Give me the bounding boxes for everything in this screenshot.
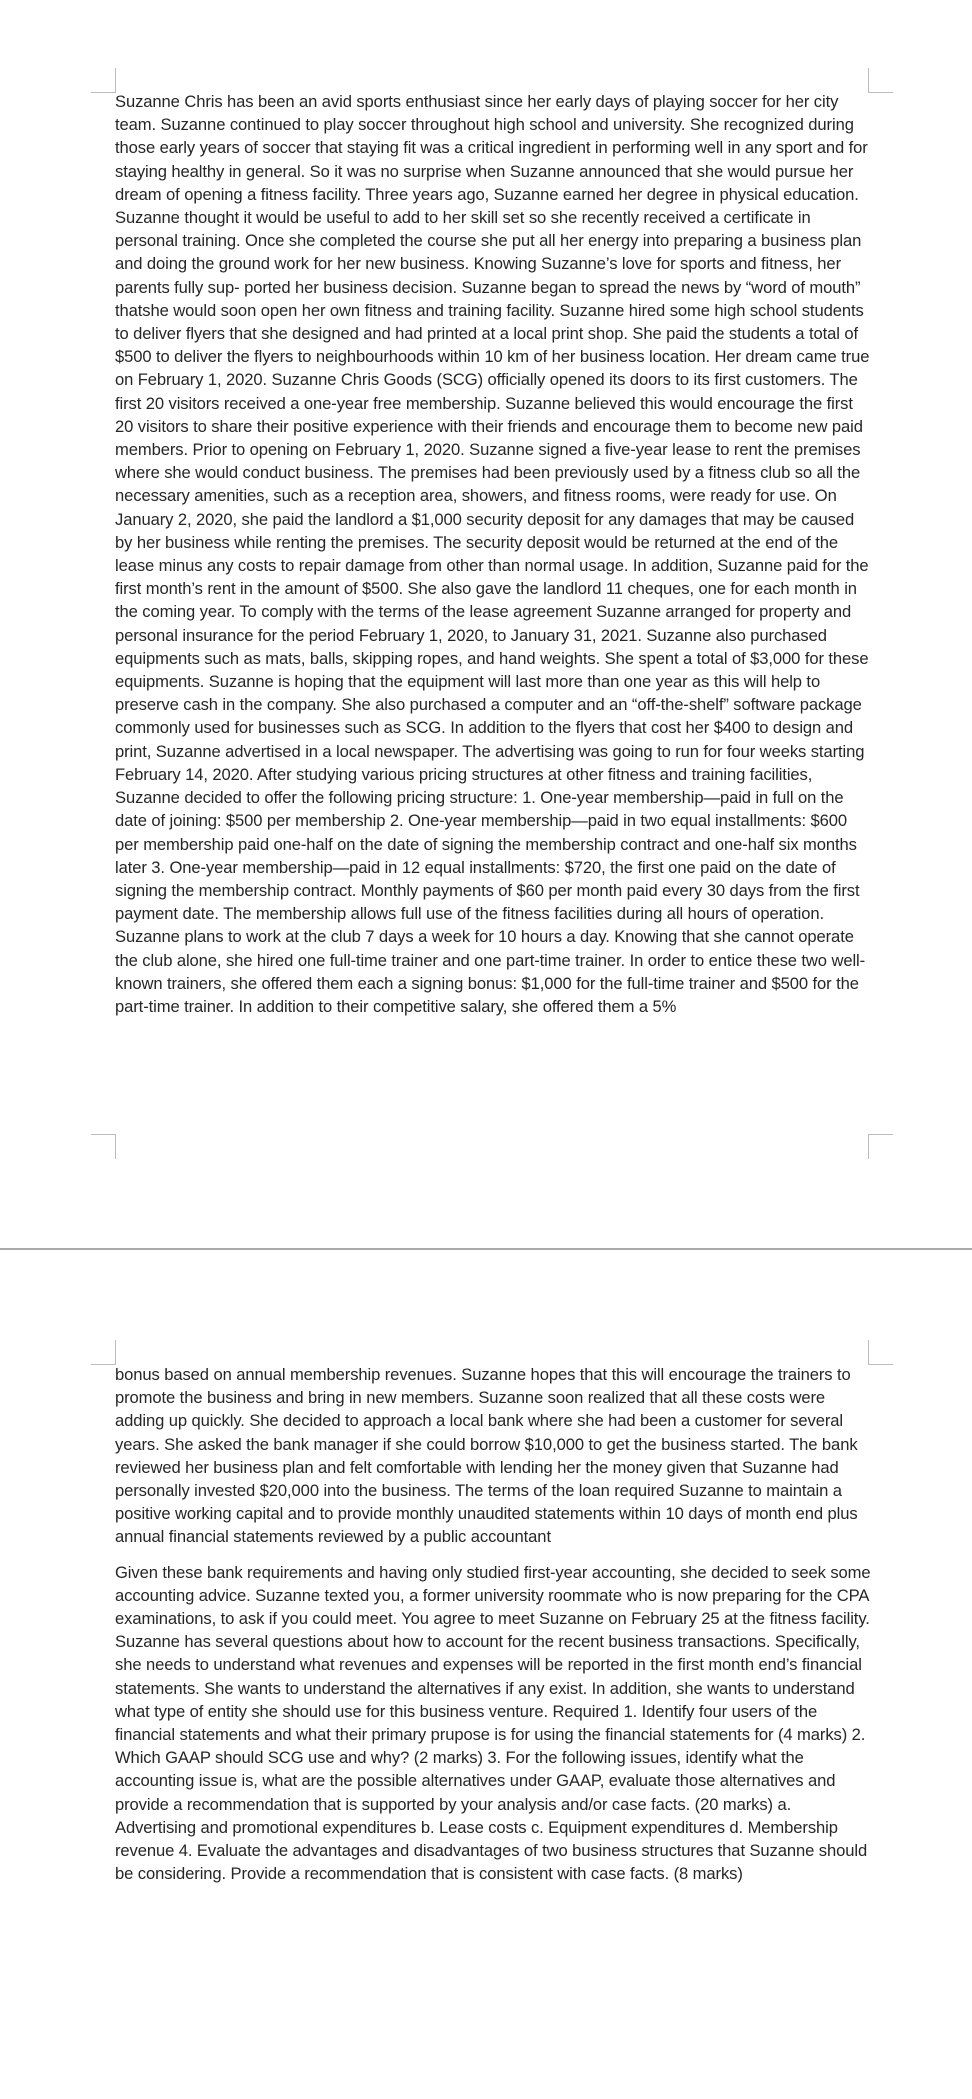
page-2-paragraph-1: bonus based on annual membership revenues. Suzanne hopes that this will encourage the trainers to promote the business and bring in new members. Suzanne soon realized that all these costs were adding up quickly. She decided to approach a local bank where she had been a customer for several years. She asked the bank manager if she could borrow $10,000 to get the business started. The bank reviewed her business plan and felt comfortable with lending her the money given that Suzanne had personally invested $20,000 into the business. The terms of the loan required Suzanne to maintain a positive working capital and to provide monthly unaudited statements within 10 days of month end plus annual financial statements reviewed by a public accountant bbox=[115, 1365, 858, 1547]
page-1-body-text bbox=[115, 90, 875, 1018]
crop-mark-top-right bbox=[868, 1340, 893, 1365]
page-1-paragraph-1: Suzanne Chris has been an avid sports enthusiast since her early days of playing soccer for her city team. Suzanne continued to play soccer throughout high school and university. She recognized during those early years of soccer that staying fit was a critical ingredient in performing well in any sport and for staying healthy in general. So it was no surprise when Suzanne announced that she would pursue her dream of opening a fitness facility. Three years ago, Suzanne earned her degree in physical education. Suzanne thought it would be useful to add to her skill set so she recently received a certificate in personal training. Once she completed the course she put all her energy into preparing a business plan and doing the ground work for her new business. Knowing Suzanne’s love for sports and fitness, her parents fully sup- ported her business decision. Suzanne began to spread the news by “word of mouth” thatshe would soon open her own fitness and training facility. Suzanne hired some high school students to deliver flyers that she designed and had printed at a local print shop. She paid the students a total of $500 to deliver the flyers to neighbourhoods within 10 km of her business location. Her dream came true on February 1, 2020. Suzanne Chris Goods (SCG) officially opened its doors to its first customers. The first 20 visitors received a one-year free membership. Suzanne believed this would encourage the first 20 visitors to share their positive experience with their friends and encourage them to become new paid members. Prior to opening on February 1, 2020. Suzanne signed a five-year lease to rent the premises where she would conduct business. The premises had been previously used by a fitness club so all the necessary amenities, such as a reception area, showers, and fitness rooms, were ready for use. On January 2, 2020, she paid the landlord a $1,000 security deposit for any damages that may be caused by her business while renting the premises. The security deposit would be returned at the end of the lease minus any costs to repair damage from other than normal usage. In addition, Suzanne paid for the first month’s rent in the amount of $500. She also gave the landlord 11 cheques, one for each month in the coming year. To comply with the terms of the lease agreement Suzanne arranged for property and personal insurance for the period February 1, 2020, to January 31, 2021. Suzanne also purchased equipments such as mats, balls, skipping ropes, and hand weights. She spent a total of $3,000 for these equipments. Suzanne is hoping that the equipment will last more than one year as this will help to preserve cash in the company. She also purchased a computer and an “off-the-shelf” software package commonly used for businesses such as SCG. In addition to the flyers that cost her $400 to design and print, Suzanne advertised in a local newspaper. The advertising was going to run for four weeks starting February 14, 2020. After studying various pricing structures at other fitness and training facilities, Suzanne decided to offer the following pricing structure: 1. One-year membership—paid in full on the date of joining: $500 per membership 2. One-year membership—paid in two equal installments: $600 per membership paid one-half on the date of signing the membership contract and one-half six months later 3. One-year membership—paid in 12 equal installments: $720, the first one paid on the date of signing the membership contract. Monthly payments of $60 per month paid every 30 days from the first payment date. The membership allows full use of the fitness facilities during all hours of operation. Suzanne plans to work at the club 7 days a week for 10 hours a day. Knowing that she cannot operate the club alone, she hired one full-time trainer and one part-time trainer. In order to entice these two well-known trainers, she offered them each a signing bonus: $1,000 for the full-time trainer and $500 for the part-time trainer. In addition to their competitive salary, she offered them a 5% bbox=[115, 92, 870, 1016]
crop-mark-top-left bbox=[91, 68, 116, 93]
page-2-paragraph-2: Given these bank requirements and having only studied first-year accounting, she decided to seek some accounting advice. Suzanne texted you, a former university roommate who is now preparing for the CPA examinations, to ask if you could meet. You agree to meet Suzanne on February 25 at the fitness facility. Suzanne has several questions about how to account for the recent business transactions. Specifically, she needs to understand what revenues and expenses will be reported in the first month end’s financial statements. She wants to understand the alternatives if any exist. In addition, she wants to understand what type of entity she should use for this business venture. Required 1. Identify four users of the financial statements and what their primary prupose is for using the financial statements for (4 marks) 2. Which GAAP should SCG use and why? (2 marks) 3. For the following issues, identify what the accounting issue is, what are the possible alternatives under GAAP, evaluate those alternatives and provide a recommendation that is supported by your analysis and/or case facts. (20 marks) a. Advertising and promotional expenditures b. Lease costs c. Equipment expenditures d. Membership revenue 4. Evaluate the advantages and disadvantages of two business structures that Suzanne should be considering. Provide a recommendation that is consistent with case facts. (8 marks) bbox=[115, 1562, 871, 1884]
crop-mark-top-left bbox=[91, 1340, 116, 1365]
crop-mark-bottom-right bbox=[868, 1134, 893, 1159]
document-page-2 bbox=[0, 1250, 972, 2099]
crop-mark-bottom-left bbox=[91, 1134, 116, 1159]
page-2-body-text bbox=[115, 1363, 875, 1885]
